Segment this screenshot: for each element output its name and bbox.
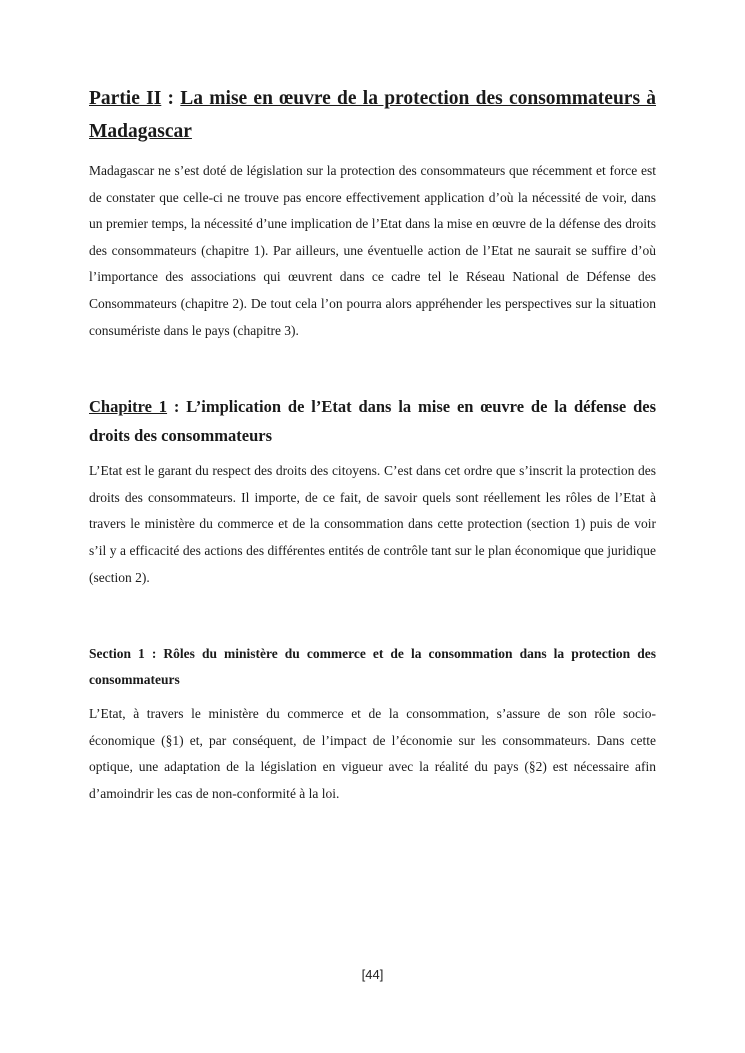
chapter-label: Chapitre 1 bbox=[89, 397, 168, 417]
part-title: La mise en œuvre de la protection des consommateurs à Madagascar bbox=[89, 88, 657, 142]
section-heading: Section 1 : Rôles du ministère du commerce et de la consommation dans la protection des consommateurs bbox=[89, 646, 656, 688]
spacer bbox=[89, 344, 656, 392]
part-label: Partie II bbox=[89, 88, 162, 109]
section-intro-paragraph: L’Etat, à travers le ministère du commerce et de la consommation, s’assure de son rôle socio-économique (§1) et, par conséquent, de l’impact de l’économie sur les consommateurs. Dans cette optique, une adaptation de la législation en vigueur avec la réalité du pays (§2) est nécessaire afin d’amoindrir les cas de non-conformité à la loi. bbox=[89, 706, 656, 801]
page-number: [44] bbox=[361, 967, 384, 982]
chapter-separator: : bbox=[167, 397, 187, 417]
spacer bbox=[89, 591, 656, 641]
part-intro-paragraph: Madagascar ne s’est doté de législation sur la protection des consommateurs que récemment et force est de constater que celle-ci ne trouve pas encore effectivement application d’où la nécessité de voir, dans un premier temps, la nécessité d’une implication de l’Etat dans la mise en œuvre de la défense des droits des consommateurs (chapitre 1). Par ailleurs, une éventuelle action de l’Etat ne saurait se suffire d’où l’importance des associations qui œuvrent dans ce cadre tel le Réseau National de Défense des Consommateurs (chapitre 2). De tout cela l’on pourra alors appréhender les perspectives sur la situation consumériste dans le pays (chapitre 3). bbox=[89, 163, 656, 338]
chapter-intro-paragraph: L’Etat est le garant du respect des droits des citoyens. C’est dans cet ordre que s’inscrit la protection des droits des consommateurs. Il importe, de ce fait, de savoir quels sont réellement les rôles de l’Etat à travers le ministère du commerce et de la consommation dans cette protection (section 1) puis de voir s’il y a efficacité des actions des différentes entités de contrôle tant sur le plan économique que juridique (section 2). bbox=[89, 463, 656, 585]
document-page bbox=[89, 82, 656, 808]
chapter-title: L’implication de l’Etat dans la mise en œuvre de la défense des droits des consommateurs bbox=[89, 397, 656, 446]
part-separator: : bbox=[161, 88, 181, 109]
part-heading bbox=[89, 82, 656, 148]
chapter-heading bbox=[89, 392, 656, 450]
